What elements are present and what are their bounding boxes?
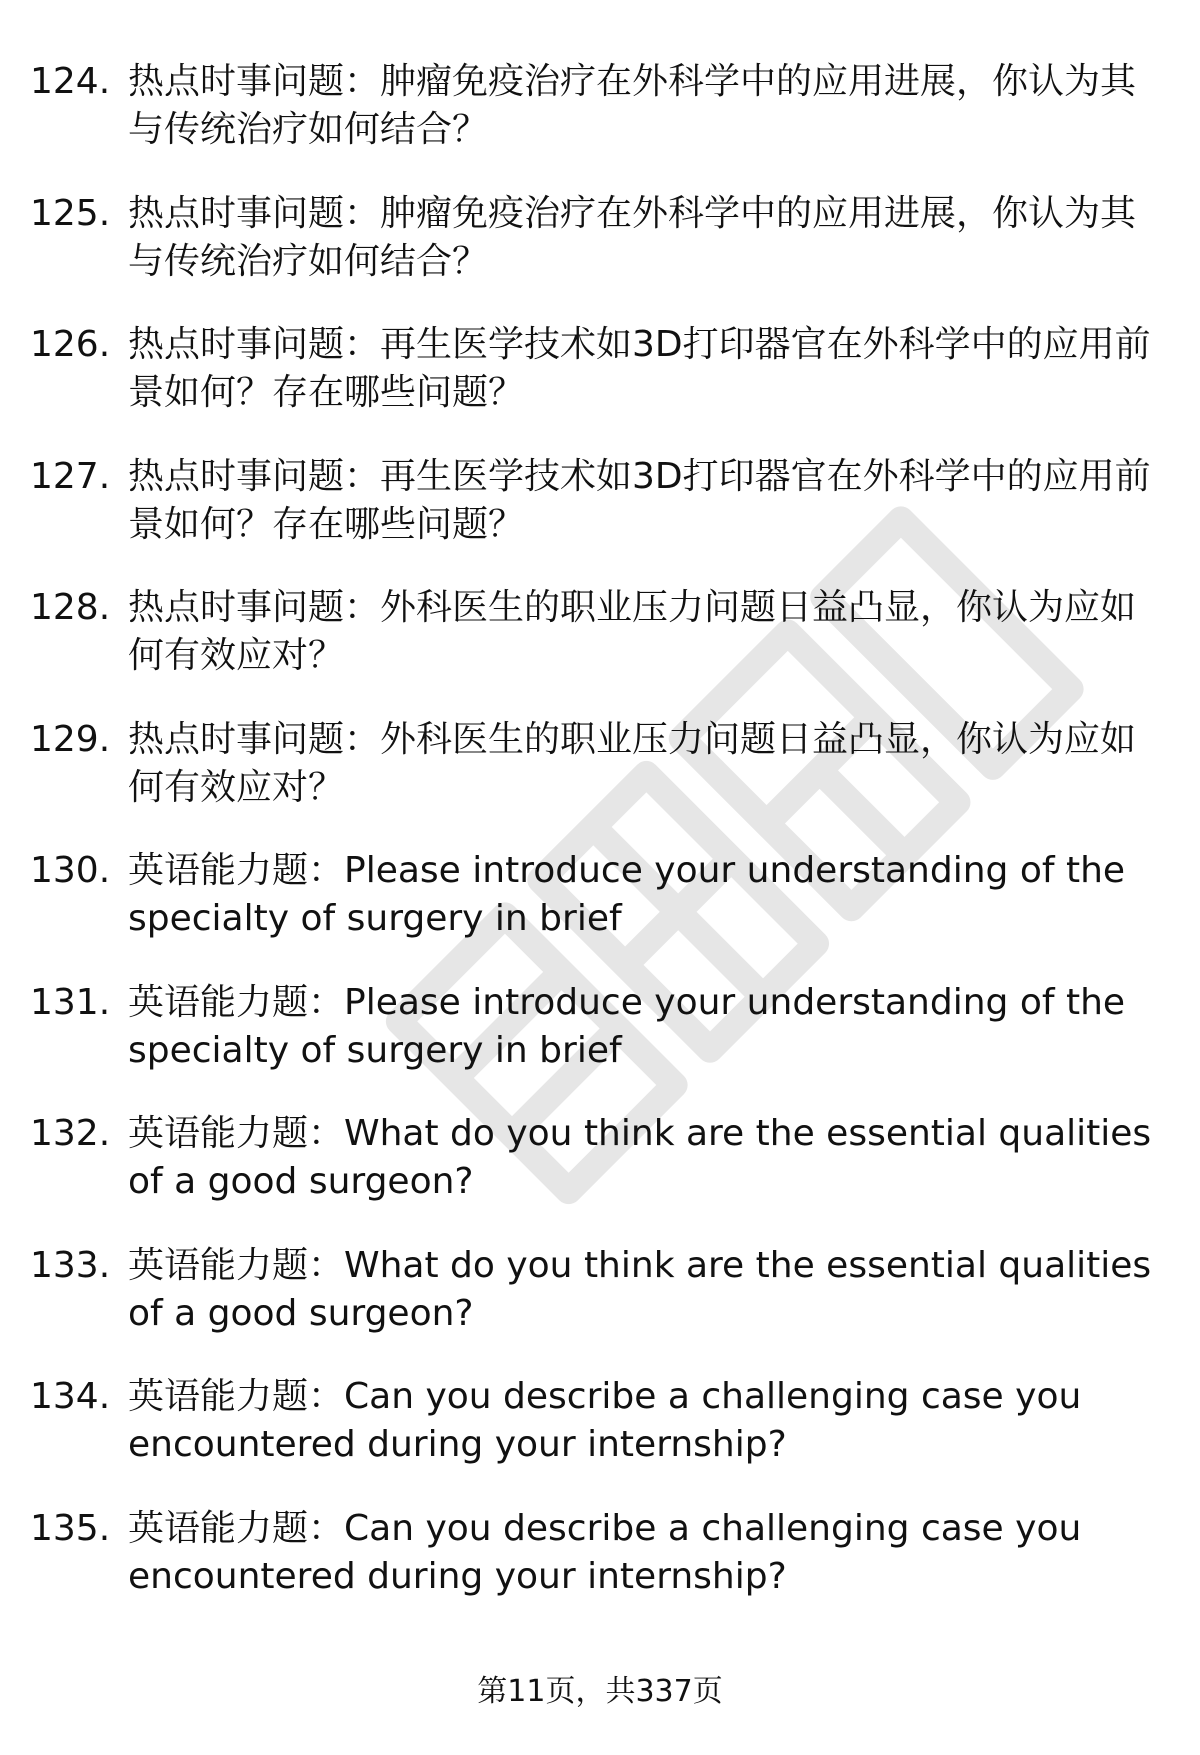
question-item	[30, 847, 1170, 979]
question-item	[30, 1373, 1170, 1505]
question-list	[30, 58, 1170, 1636]
question-item	[30, 1110, 1170, 1242]
question-item	[30, 58, 1170, 190]
question-text: 英语能力题：Please introduce your understanding of the specialty of surgery in brief	[128, 850, 1126, 939]
question-text: 热点时事问题：再生医学技术如3D打印器官在外科学中的应用前景如何？存在哪些问题？	[128, 324, 1151, 413]
question-item	[30, 584, 1170, 716]
question-item	[30, 1505, 1170, 1637]
question-number: 128.	[30, 587, 111, 628]
question-number: 125.	[30, 192, 111, 234]
question-text: 热点时事问题：肿瘤免疫治疗在外科学中的应用进展，你认为其与传统治疗如何结合？	[128, 61, 1137, 150]
question-text: 热点时事问题：再生医学技术如3D打印器官在外科学中的应用前景如何？存在哪些问题？	[128, 455, 1151, 545]
question-text: 热点时事问题：肿瘤免疫治疗在外科学中的应用进展，你认为其与传统治疗如何结合？	[128, 192, 1137, 282]
question-text: 英语能力题：Please introduce your understanding of the specialty of surgery in brief	[128, 981, 1126, 1071]
page-number-label: 第11页，共337页	[477, 1674, 723, 1709]
question-number: 135.	[30, 1507, 111, 1549]
question-item	[30, 979, 1170, 1111]
question-number: 134.	[30, 1376, 111, 1417]
question-number: 126.	[30, 324, 111, 365]
question-number: 131.	[30, 981, 111, 1023]
question-item	[30, 190, 1170, 322]
page-footer	[0, 1672, 1200, 1712]
question-text: 英语能力题：Can you describe a challenging case you encountered during your internship?	[128, 1507, 1082, 1597]
question-item	[30, 321, 1170, 453]
question-item	[30, 1242, 1170, 1374]
question-text: 英语能力题：Can you describe a challenging case you encountered during your internship?	[128, 1376, 1082, 1465]
question-number: 132.	[30, 1113, 111, 1154]
question-item	[30, 453, 1170, 585]
question-text: 英语能力题：What do you think are the essential qualities of a good surgeon?	[128, 1113, 1152, 1202]
question-text: 英语能力题：What do you think are the essential qualities of a good surgeon?	[128, 1244, 1152, 1334]
question-text: 热点时事问题：外科医生的职业压力问题日益凸显，你认为应如何有效应对？	[128, 718, 1137, 808]
question-number: 129.	[30, 718, 111, 760]
question-number: 133.	[30, 1244, 111, 1286]
question-text: 热点时事问题：外科医生的职业压力问题日益凸显，你认为应如何有效应对？	[128, 587, 1137, 676]
question-number: 124.	[30, 61, 111, 102]
question-item	[30, 716, 1170, 848]
question-number: 127.	[30, 455, 111, 497]
question-number: 130.	[30, 850, 111, 891]
